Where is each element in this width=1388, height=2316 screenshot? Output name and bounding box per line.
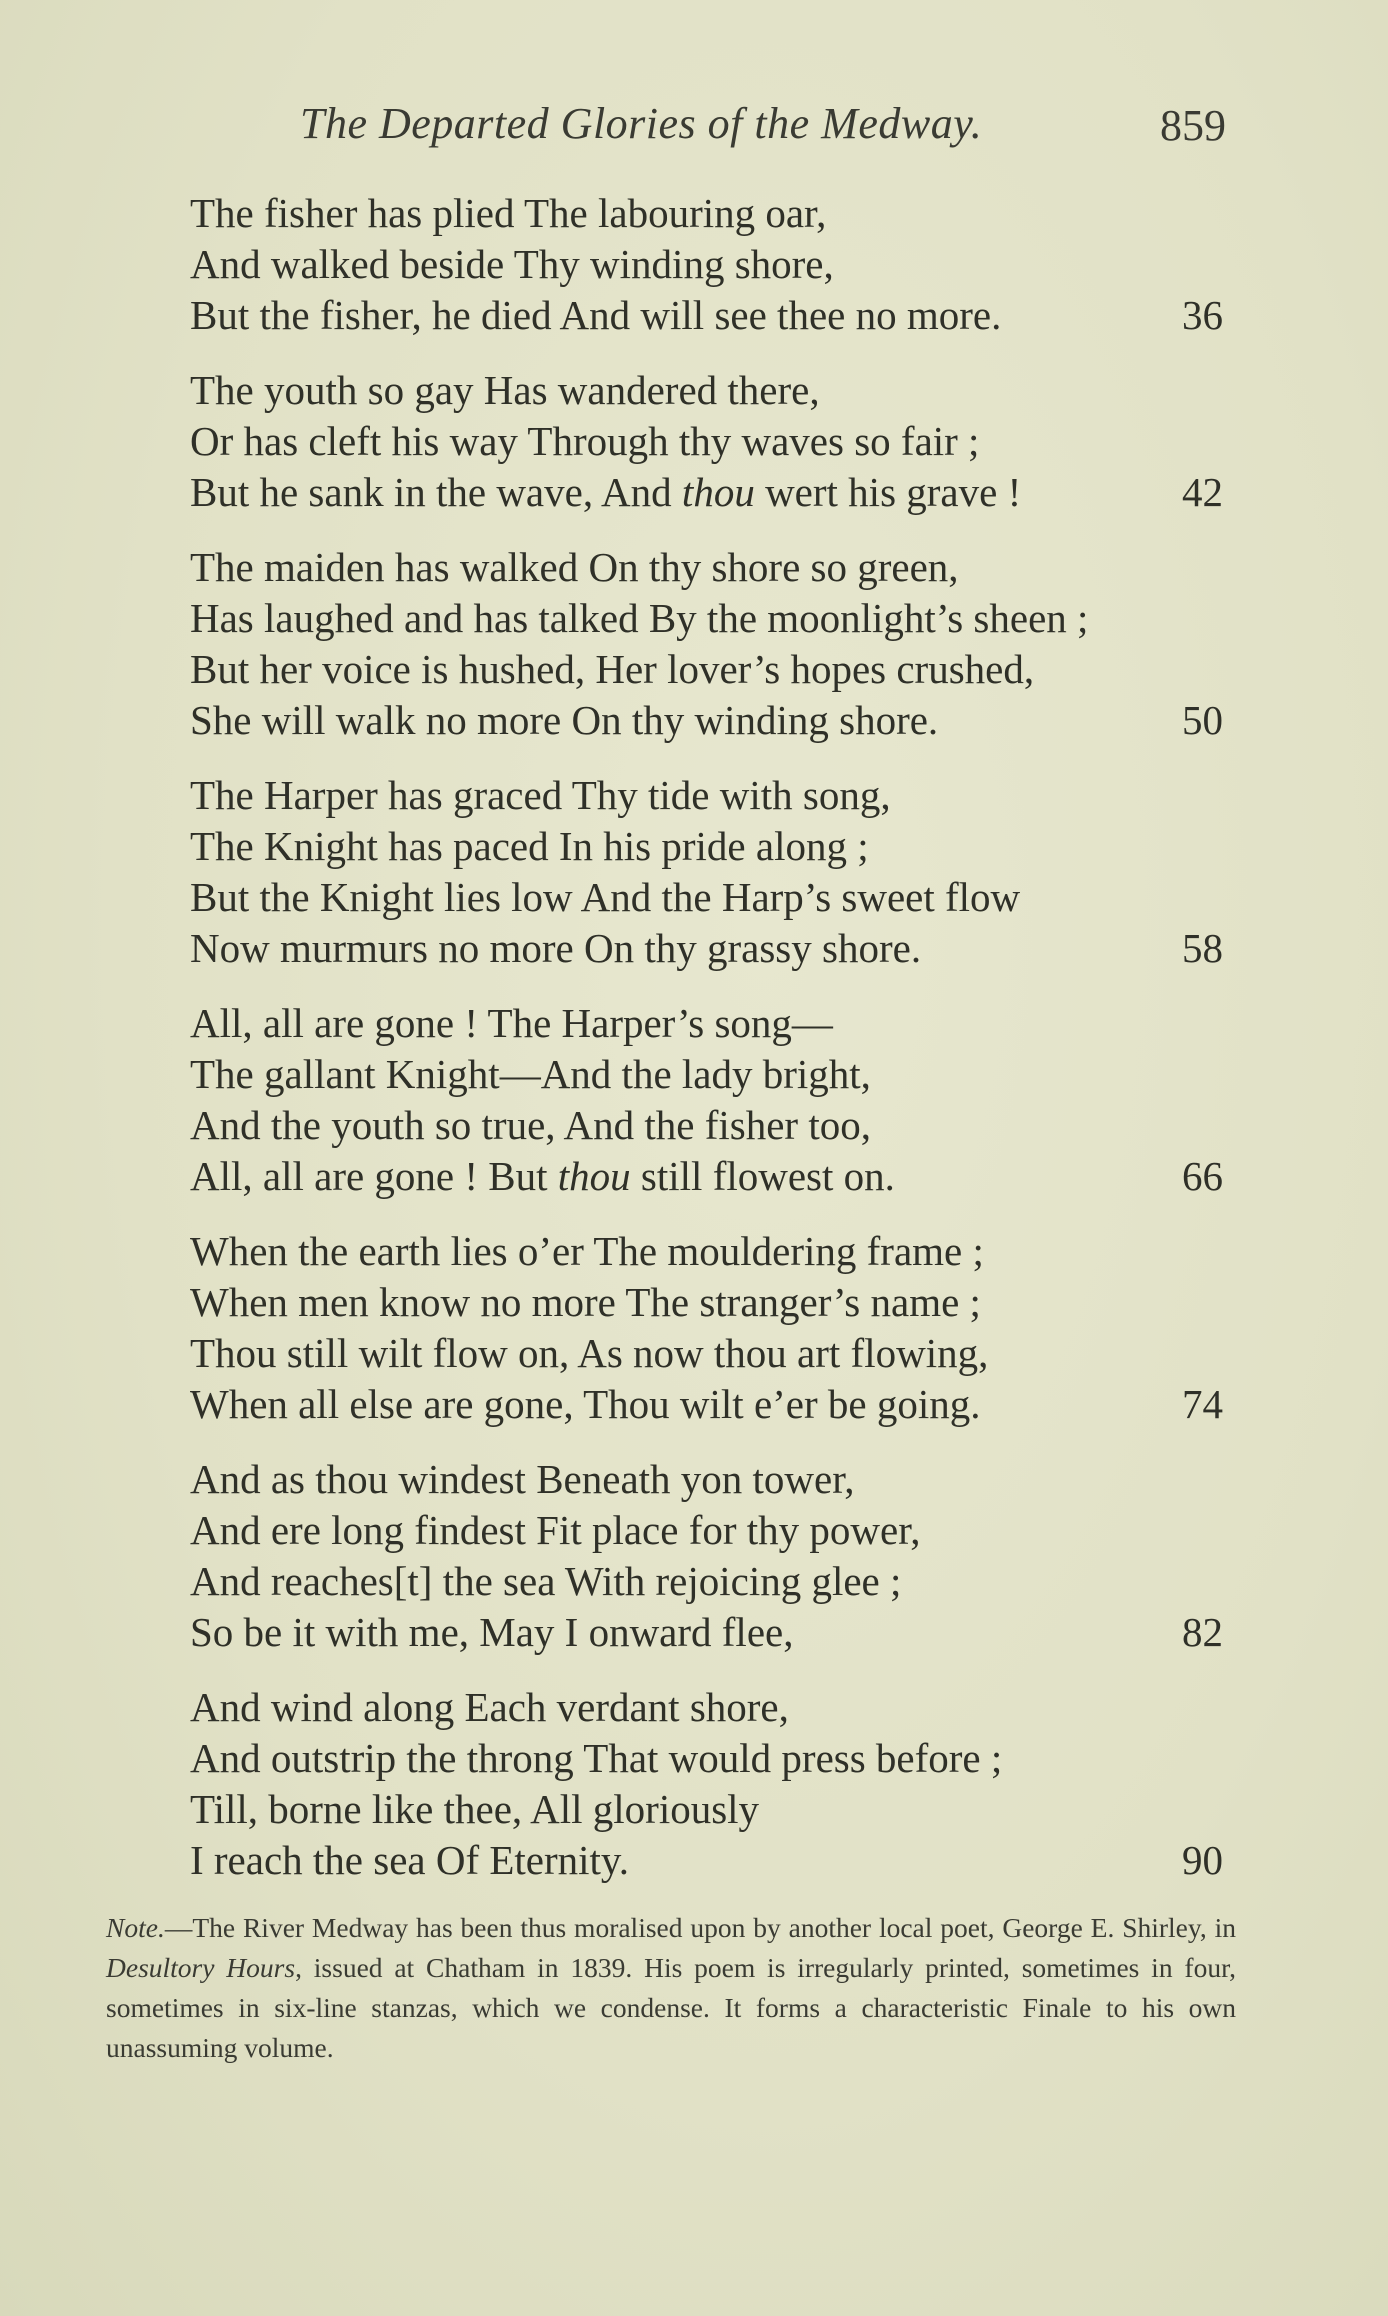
poem-line [190,239,1250,290]
line-text: And walked beside Thy winding shore, [190,241,834,287]
line-text: I reach the sea Of Eternity. [190,1837,630,1883]
poem-line [190,416,1250,467]
line-text: And as thou windest Beneath yon tower, [190,1456,855,1502]
poem-body [190,188,1250,1910]
line-number: 36 [1182,292,1223,338]
poem-line [190,644,1250,695]
line-number: 82 [1182,1609,1223,1655]
poem-line [190,821,1250,872]
stanza [190,542,1250,746]
poem-line [190,923,1250,974]
line-text: The maiden has walked On thy shore so green, [190,544,959,590]
poem-line [190,467,1250,518]
line-text: The fisher has plied The labouring oar, [190,190,827,236]
line-text: The Knight has paced In his pride along ; [190,823,869,869]
note-label: Note. [106,1912,165,1943]
line-text: And wind along Each verdant shore, [190,1684,789,1730]
poem-line [190,1226,1250,1277]
line-text: When the earth lies o’er The mouldering frame ; [190,1228,984,1274]
line-number: 42 [1182,469,1223,515]
line-text: All, all are gone ! The Harper’s song— [190,1000,833,1046]
line-text: And ere long findest Fit place for thy power, [190,1507,921,1553]
line-text: But the fisher, he died And will see thee no more. [190,292,1002,338]
poem-line [190,290,1250,341]
line-text: Or has cleft his way Through thy waves so fair ; [190,418,980,464]
line-text: When all else are gone, Thou wilt e’er be going. [190,1381,981,1427]
line-emphasis: thou [557,1153,631,1199]
stanza [190,365,1250,518]
line-text: And the youth so true, And the fisher too, [190,1102,871,1148]
poem-line [190,1733,1250,1784]
line-text: But her voice is hushed, Her lover’s hopes crushed, [190,646,1035,692]
line-text: And outstrip the throng That would press before ; [190,1735,1003,1781]
line-text [190,1153,895,1199]
stanza [190,998,1250,1202]
poem-line [190,1784,1250,1835]
line-emphasis: thou [681,469,755,515]
line-text: When men know no more The stranger’s name ; [190,1279,981,1325]
line-text: And reaches[t] the sea With rejoicing glee ; [190,1558,902,1604]
stanza [190,188,1250,341]
line-text: Till, borne like thee, All gloriously [190,1786,760,1832]
poem-line [190,1151,1250,1202]
line-text [190,469,1021,515]
line-text-part: But he sank in the wave, And [190,469,682,515]
page-header [0,98,1388,168]
line-text-part: wert his grave ! [754,469,1022,515]
poem-line [190,1682,1250,1733]
line-text: The youth so gay Has wandered there, [190,367,820,413]
poem-line [190,1379,1250,1430]
stanza [190,1682,1250,1886]
line-number: 74 [1182,1381,1223,1427]
poem-line [190,1607,1250,1658]
page-number: 859 [1160,101,1226,150]
poem-line [190,998,1250,1049]
stanza [190,770,1250,974]
stanza [190,1226,1250,1430]
line-text: The Harper has graced Thy tide with song, [190,772,891,818]
poem-line [190,1328,1250,1379]
note-text-2: , issued at Chatham in 1839. His poem is irregularly printed, sometimes in four, sometimes in six-line stanzas, which we condense. It forms a characteristic Finale to his own unassuming volume. [106,1952,1236,2063]
running-title: The Departed Glories of the Medway. [300,99,983,148]
poem-line [190,872,1250,923]
note-book-title: Desultory Hours [106,1952,296,1983]
poem-line [190,1454,1250,1505]
note-text-1: —The River Medway has been thus moralised upon by another local poet, George E. Shirley, in [164,1912,1236,1943]
poem-line [190,1835,1250,1886]
line-text: Has laughed and has talked By the moonlight’s sheen ; [190,595,1089,641]
line-number: 90 [1182,1837,1223,1883]
stanza [190,1454,1250,1658]
line-text-part: All, all are gone ! But [190,1153,558,1199]
poem-line [190,1277,1250,1328]
poem-line [190,593,1250,644]
poem-line [190,1100,1250,1151]
poem-line [190,1556,1250,1607]
line-text: Now murmurs no more On thy grassy shore. [190,925,922,971]
line-text: She will walk no more On thy winding shore. [190,697,939,743]
footnote [106,1908,1236,2068]
line-number: 66 [1182,1153,1223,1199]
line-text-part: still flowest on. [630,1153,895,1199]
line-text: So be it with me, May I onward flee, [190,1609,794,1655]
poem-line [190,1049,1250,1100]
poem-line [190,365,1250,416]
poem-line [190,695,1250,746]
poem-line [190,770,1250,821]
line-text: But the Knight lies low And the Harp’s sweet flow [190,874,1021,920]
poem-line [190,542,1250,593]
poem-line [190,188,1250,239]
line-text: The gallant Knight—And the lady bright, [190,1051,871,1097]
line-text: Thou still wilt flow on, As now thou art flowing, [190,1330,989,1376]
line-number: 58 [1182,925,1223,971]
poem-line [190,1505,1250,1556]
line-number: 50 [1182,697,1223,743]
